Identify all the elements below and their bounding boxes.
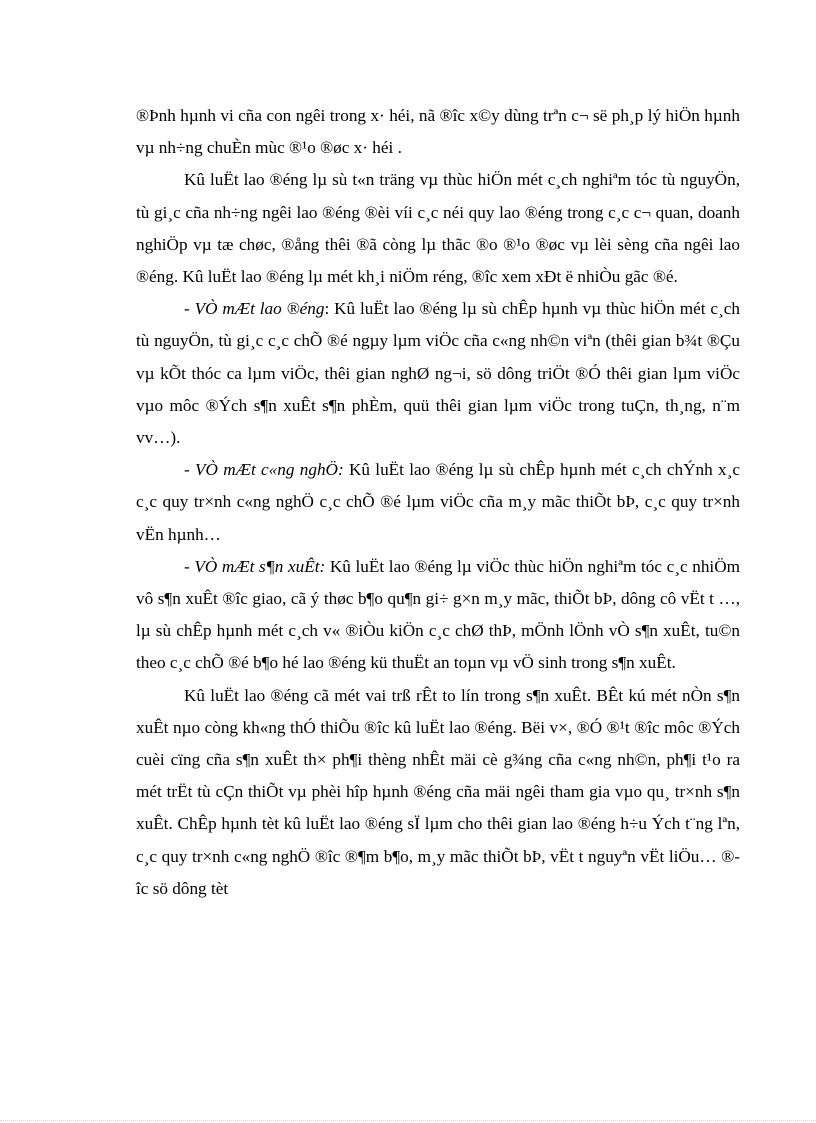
paragraph-continuation [136, 100, 740, 164]
paragraph-lead: - VÒ mÆt s¶n xuÊt: [184, 556, 326, 576]
paragraph-text: Kû luËt lao ®éng cã mét vai trß rÊt to lín trong s¶n xuÊt. BÊt kú mét nÒn s¶n xuÊt nµo còng kh«ng thÓ thiÕu ®îc kû luËt lao ®éng. Bëi v×, ®Ó ®¹t ®îc môc ®Ých cuèi cïng cña s¶n xuÊt th× ph¶i thèng nhÊt mäi cè g¾ng cña c«ng nh©n, ph¶i t¹o ra mét trËt tù cÇn thiÕt vµ phèi hîp hµnh ®éng cña mäi ngêi tham gia vµo qu¸ tr×nh s¶n xuÊt. ChÊp hµnh tèt kû luËt lao ®éng sÏ lµm cho thêi gian lao ®éng h÷u Ých t¨ng lªn, c¸c quy tr×nh c«ng nghÖ ®îc ®¶m b¶o, m¸y mãc thiÕt bÞ, vËt t nguyªn vËt liÖu… ®îc sö dông tèt [136, 685, 740, 898]
paragraph-production-aspect [136, 551, 740, 680]
paragraph-labor-aspect [136, 293, 740, 454]
paragraph-role [136, 680, 740, 905]
paragraph-text: Kû luËt lao ®éng lµ sù t«n träng vµ thùc hiÖn mét c¸ch nghiªm tóc tù nguyÖn, tù gi¸c cña nh÷ng ngêi lao ®éng ®èi víi c¸c néi quy lao ®éng trong c¸c c¬ quan, doanh nghiÖp vµ tæ chøc, ®ång thêi ®ã còng lµ thãc ®o ®¹o ®øc vµ lèi sèng cña ngêi lao ®éng. Kû luËt lao ®éng lµ mét kh¸i niÖm réng, ®îc xem xÐt ë nhiÒu gãc ®é. [136, 170, 740, 287]
paragraph-text: Kû luËt lao ®éng lµ viÖc thùc hiÖn nghiªm tóc c¸c nhiÖm vô s¶n xuÊt ®îc giao, cã ý thøc b¶o qu¶n gi÷ g×n m¸y mãc, thiÕt bÞ, dông cô vËt t …, lµ sù chÊp hµnh mét c¸ch v« ®iÒu kiÖn c¸c chØ thÞ, mÖnh lÖnh vÒ s¶n xuÊt, tu©n theo c¸c chÕ ®é b¶o hé lao ®éng kü thuËt an toµn vµ vÖ sinh trong s¶n xuÊt. [136, 556, 740, 673]
page-bottom-divider [0, 1120, 816, 1121]
paragraph-technology-aspect [136, 454, 740, 551]
paragraph-text: ®Þnh hµnh vi cña con ngêi trong x· héi, nã ®îc x©y dùng trªn c¬ së ph¸p lý hiÖn hµnh vµ nh÷ng chuÈn mùc ®¹o ®øc x· héi . [136, 106, 740, 158]
paragraph-text: : Kû luËt lao ®éng lµ sù chÊp hµnh vµ thùc hiÖn mét c¸ch tù nguyÖn, tù gi¸c c¸c chÕ ®é ngµy lµm viÖc cña c«ng nh©n viªn (thêi gian b¾t ®Çu vµ kÕt thóc ca lµm viÖc, thêi gian nghØ ng¬i, sö dông triÖt ®Ó thêi gian lµm viÖc vµo môc ®Ých s¶n xuÊt s¶n phÈm, quü thêi gian lµm viÖc trong tuÇn, th¸ng, n¨m vv…). [136, 299, 740, 448]
paragraph-lead: - VÒ mÆt lao ®éng [184, 299, 325, 319]
body-text [136, 100, 740, 905]
paragraph-definition [136, 164, 740, 293]
paragraph-lead: - VÒ mÆt c«ng nghÖ: [184, 460, 344, 480]
paragraph-text: Kû luËt lao ®éng lµ sù chÊp hµnh mét c¸ch chÝnh x¸c c¸c quy tr×nh c«ng nghÖ c¸c chÕ ®é lµm viÖc cña m¸y mãc thiÕt bÞ, c¸c quy tr×nh vËn hµnh… [136, 460, 740, 544]
